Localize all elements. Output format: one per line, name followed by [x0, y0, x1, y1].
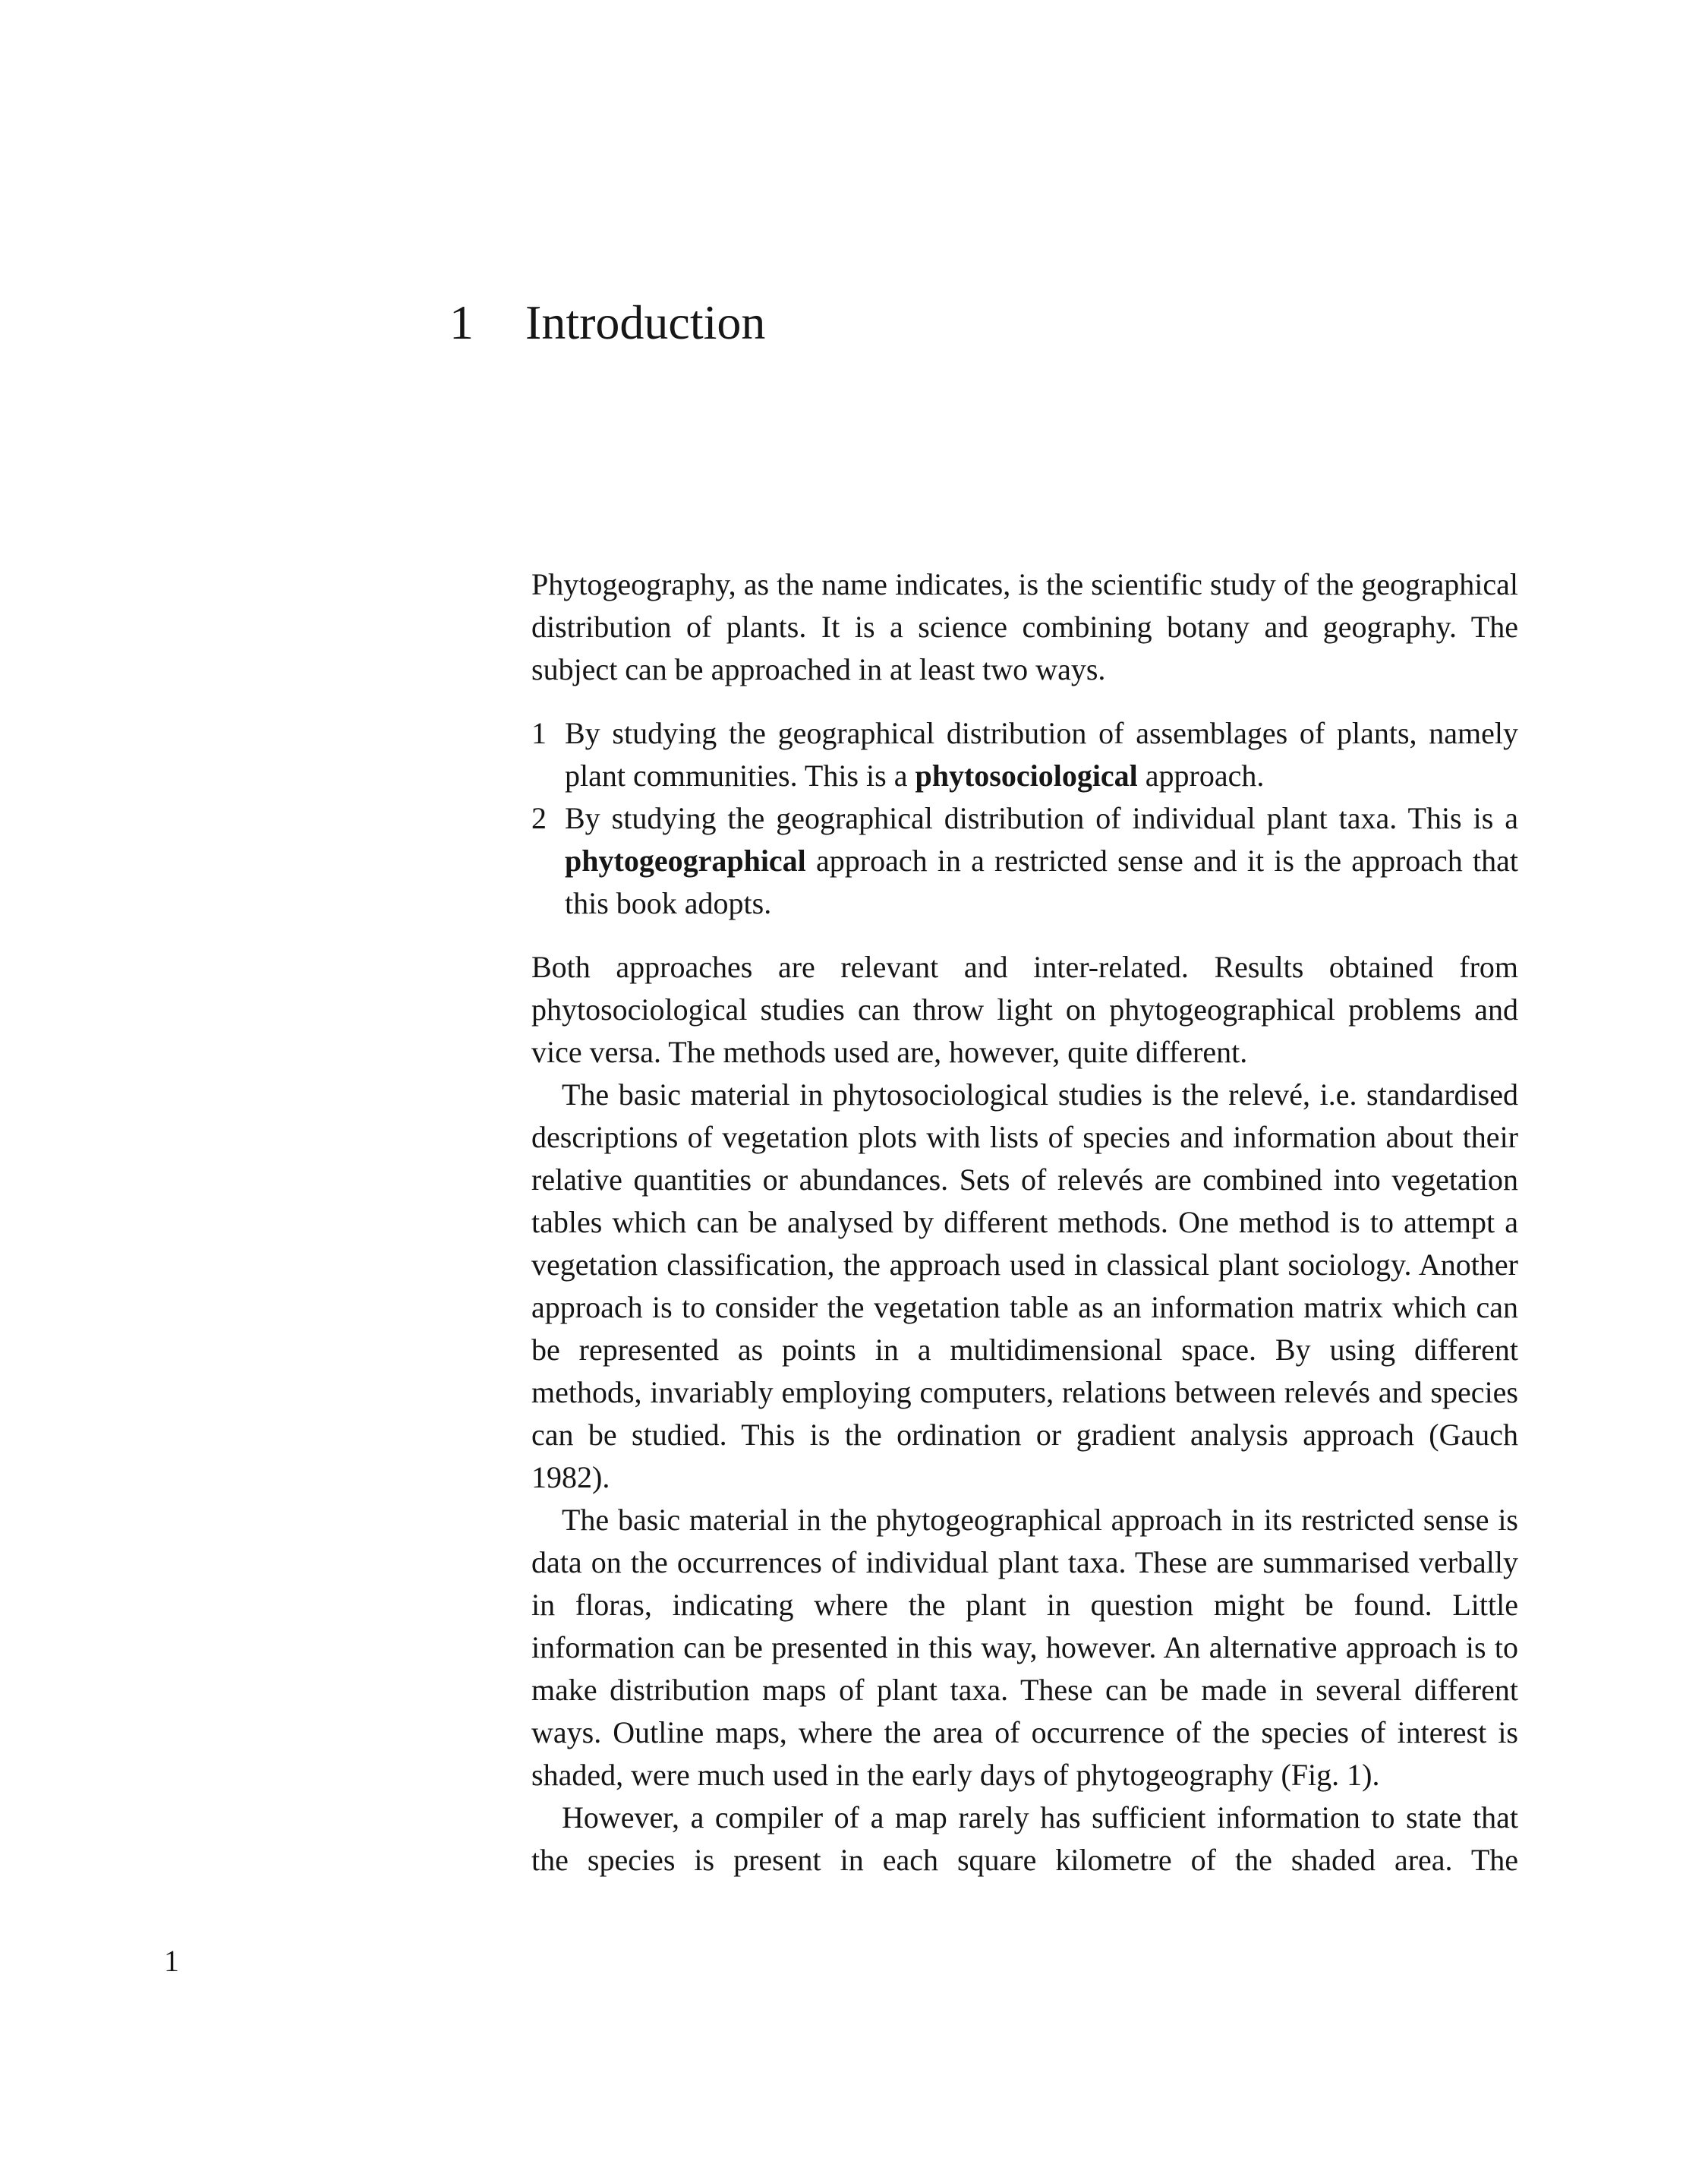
- chapter-heading: [449, 292, 765, 353]
- list-item-key-term: phytosociological: [915, 759, 1138, 793]
- intro-paragraph: Phytogeography, as the name indicates, is the scientific study of the geographical distribution of plants. It is a science combining botany and geography. The subject can be approached in at least two ways.: [531, 567, 1518, 686]
- chapter-title: Introduction: [525, 295, 766, 349]
- list-item-key-term: phytogeographical: [565, 844, 806, 878]
- paragraph: The basic material in phytosociological studies is the relevé, i.e. standardised descriptions of vegetation plots with lists of species and information about their relative quantities or abundances. Sets of relevés are combined into vegetation tables which can be analysed by different methods. One method is to attempt a vegetation classification, the approach used in classical plant sociology. Another approach is to consider the vegetation table as an information matrix which can be represented as points in a multidimensional space. By using different methods, invariably employing computers, relations between relevés and species can be studied. This is the ordination or gradient analysis approach (Gauch 1982).: [531, 1077, 1518, 1494]
- chapter-number: 1: [449, 295, 474, 349]
- list-item-text: approach.: [1145, 759, 1265, 793]
- approaches-list: [531, 712, 1518, 925]
- list-item-text: approach in a restricted sense and it is the approach that this book adopts.: [565, 844, 1518, 920]
- body-text: [531, 563, 1518, 1882]
- paragraph: However, a compiler of a map rarely has sufficient information to state that the species is present in each square kilometre of the shaded area. The: [531, 1800, 1518, 1877]
- paragraph: Both approaches are relevant and inter-related. Results obtained from phytosociological studies can throw light on phytogeographical problems and vice versa. The methods used are, however, quite different.: [531, 950, 1518, 1069]
- list-item-number: 2: [531, 801, 547, 835]
- list-item-text: By studying the geographical distribution of assemblages of plants, namely plant communities. This is a: [565, 716, 1518, 793]
- list-item-number: 1: [531, 716, 547, 750]
- list-item-text: By studying the geographical distribution of individual plant taxa. This is a: [565, 801, 1518, 835]
- list-item: [531, 712, 1518, 797]
- paragraph: The basic material in the phytogeographical approach in its restricted sense is data on the occurrences of individual plant taxa. These are summarised verbally in floras, indicating where the plant in question might be found. Little information can be presented in this way, however. An alternative approach is to make distribution maps of plant taxa. These can be made in several different ways. Outline maps, where the area of occurrence of the species of interest is shaded, were much used in the early days of phytogeography (Fig. 1).: [531, 1503, 1518, 1792]
- list-item: [531, 797, 1518, 925]
- page-number: 1: [164, 1944, 179, 1978]
